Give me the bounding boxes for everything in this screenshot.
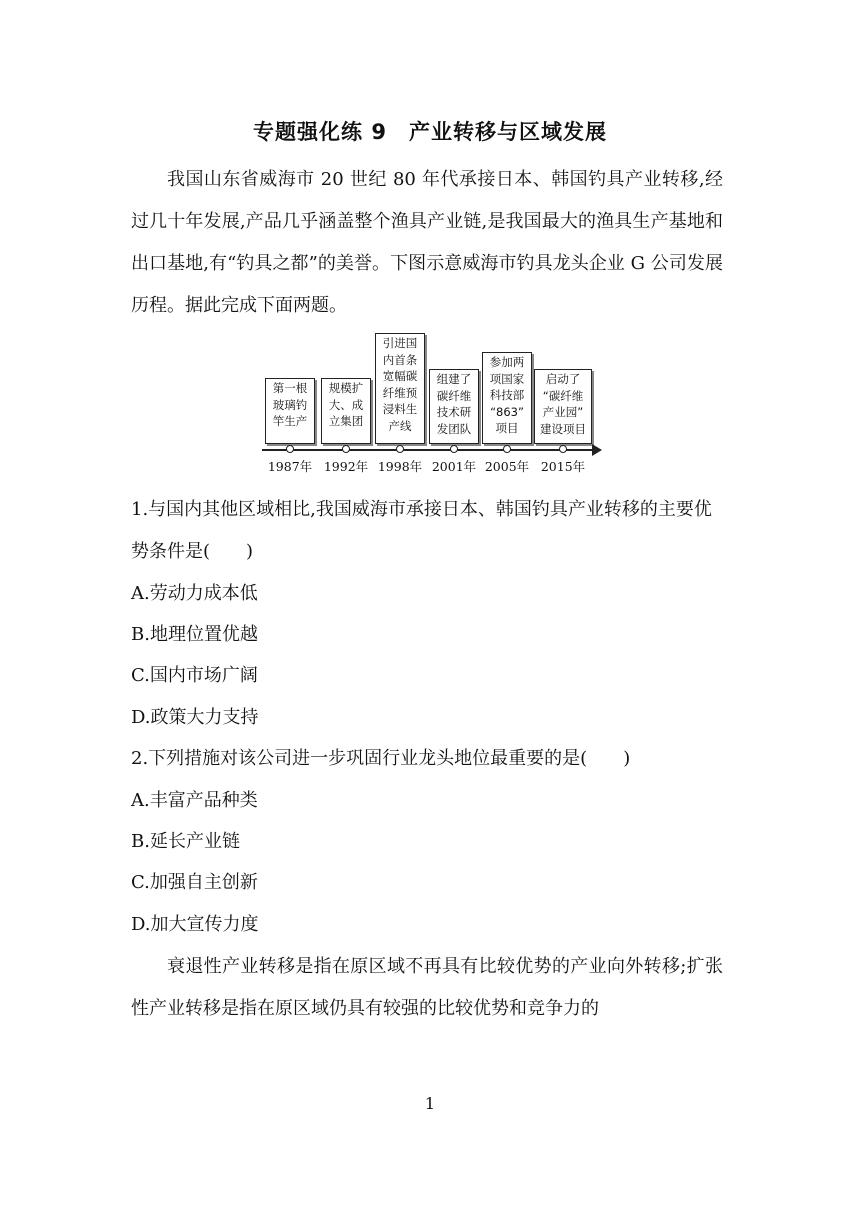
- timeline-event-line: 竿生产: [272, 414, 308, 428]
- question-1-option-b: B.地理位置优越: [131, 624, 258, 645]
- timeline-event-line: 科技部: [489, 388, 525, 402]
- timeline-event-1987: [265, 378, 315, 444]
- question-2-stem: 2.下列措施对该公司进一步巩固行业龙头地位最重要的是( ): [131, 748, 631, 769]
- timeline-event-1998: [375, 333, 425, 444]
- timeline-marker: [396, 445, 404, 453]
- timeline-marker: [342, 445, 350, 453]
- timeline-event-line: 发团队: [436, 421, 472, 436]
- timeline-marker: [503, 445, 511, 453]
- timeline-event-line: 引进国: [382, 336, 418, 350]
- timeline-event-line: 浸料生: [382, 402, 418, 416]
- timeline-event-line: 建设项目: [540, 421, 586, 436]
- timeline-event-2015: [534, 369, 592, 444]
- timeline-event-line: 参加两: [489, 355, 525, 369]
- page-number: 1: [424, 1094, 436, 1113]
- timeline-event-line: 碳纤维: [436, 388, 472, 403]
- timeline-event-line: “碳纤维: [542, 388, 584, 403]
- timeline-year: 1987年: [267, 459, 313, 474]
- timeline-event-line: 产线: [388, 418, 412, 433]
- question-1-option-a: A.劳动力成本低: [131, 583, 258, 604]
- timeline-marker: [450, 445, 458, 453]
- timeline-event-line: 宽幅碳: [382, 369, 418, 383]
- timeline-event-line: 玻璃钓: [272, 397, 308, 412]
- question-2-option-d: D.加大宣传力度: [131, 914, 259, 935]
- question-1-stem: 1.与国内其他区域相比,我国威海市承接日本、韩国钓具产业转移的主要优势条件是( ): [131, 499, 712, 562]
- timeline-event-line: 技术研: [436, 405, 472, 419]
- timeline-year: 1998年: [377, 459, 423, 474]
- timeline-event-line: 大、成: [328, 397, 364, 412]
- intro-paragraph: 我国山东省威海市 20 世纪 80 年代承接日本、韩国钓具产业转移,经过几十年发展,产品几乎涵盖整个渔具产业链,是我国最大的渔具生产基地和出口基地,有“钓具之都”的美誉。下图示意威海市钓具龙头企业 G 公司发展历程。据此完成下面两题。: [131, 169, 723, 316]
- timeline-event-line: “863”: [490, 404, 524, 419]
- timeline-event-line: 项国家: [489, 371, 525, 386]
- timeline-marker: [286, 445, 294, 453]
- timeline-event-1992: [321, 378, 371, 444]
- timeline-event-line: 第一根: [272, 381, 308, 395]
- question-1-option-d: D.政策大力支持: [131, 707, 259, 728]
- timeline-year: 1992年: [323, 459, 369, 474]
- second-paragraph: 衰退性产业转移是指在原区域不再具有比较优势的产业向外转移;扩张性产业转移是指在原区域仍具有较强的比较优势和竞争力的: [131, 956, 723, 1019]
- timeline-event-line: 项目: [495, 421, 519, 435]
- timeline-event-line: 内首条: [382, 352, 418, 367]
- timeline-event-line: 规模扩: [328, 381, 364, 395]
- timeline-event-2005: [482, 352, 532, 444]
- timeline-event-line: 立集团: [328, 414, 364, 428]
- timeline-marker: [559, 445, 567, 453]
- development-timeline: [262, 333, 602, 485]
- timeline-year: 2005年: [484, 459, 530, 474]
- timeline-event-line: 组建了: [436, 372, 472, 386]
- timeline-event-line: 产业园”: [542, 405, 584, 419]
- timeline-year: 2001年: [431, 459, 477, 474]
- timeline-event-line: 纤维预: [382, 385, 418, 400]
- timeline-event-line: 启动了: [545, 372, 581, 386]
- arrow-right-icon: [592, 444, 602, 456]
- question-2-option-b: B.延长产业链: [131, 831, 240, 852]
- question-2-option-c: C.加强自主创新: [131, 872, 258, 893]
- timeline-year: 2015年: [540, 459, 586, 474]
- question-2-option-a: A.丰富产品种类: [131, 790, 258, 811]
- question-1-option-c: C.国内市场广阔: [131, 665, 258, 686]
- timeline-axis: [262, 449, 600, 451]
- page-title: 专题强化练 9 产业转移与区域发展: [253, 120, 607, 144]
- timeline-event-2001: [429, 369, 479, 444]
